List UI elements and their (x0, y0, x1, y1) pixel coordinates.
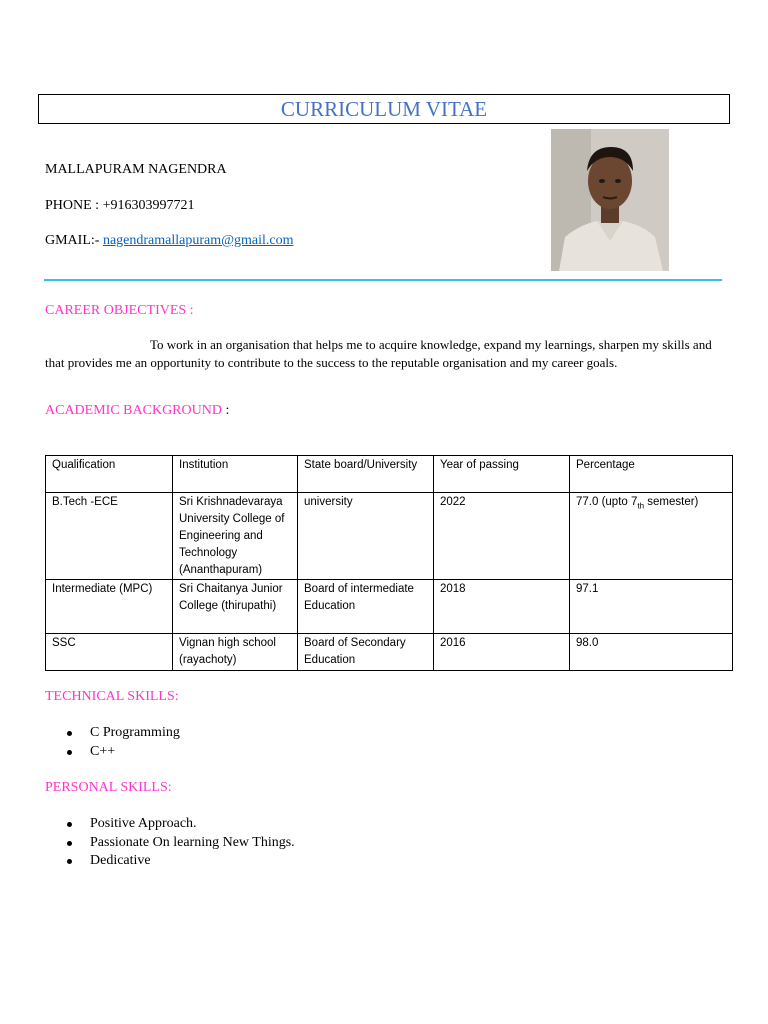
list-item (45, 815, 295, 834)
career-objectives-text (45, 336, 725, 372)
table-cell: university (298, 493, 434, 580)
bullet-icon (67, 731, 72, 736)
cv-title: CURRICULUM VITAE (38, 94, 730, 124)
header-qualification: Qualification (46, 456, 173, 493)
list-item (45, 852, 295, 871)
personal-skills-list (45, 815, 295, 871)
bullet-icon (67, 822, 72, 827)
percentage-value: 77.0 (upto 7 (576, 496, 638, 508)
skill-label: C++ (90, 743, 116, 759)
personal-skills-heading: PERSONAL SKILLS: (45, 780, 172, 795)
table-cell: SSC (46, 634, 173, 671)
candidate-name: MALLAPURAM NAGENDRA (45, 162, 227, 177)
bullet-icon (67, 750, 72, 755)
ordinal-suffix: th (637, 501, 645, 511)
header-board: State board/University (298, 456, 434, 493)
table-cell: 2022 (434, 493, 570, 580)
skill-label: Passionate On learning New Things. (90, 834, 295, 850)
skill-label: C Programming (90, 725, 180, 740)
career-objectives-heading: CAREER OBJECTIVES : (45, 303, 194, 318)
table-cell: 97.1 (570, 580, 733, 634)
table-row (46, 580, 733, 634)
phone-line (45, 197, 194, 214)
table-header-row (46, 456, 733, 493)
technical-skills-list (45, 724, 180, 761)
academic-table (45, 455, 733, 671)
table-row (46, 634, 733, 671)
percentage-suffix: semester) (644, 496, 699, 508)
table-cell: Sri Chaitanya Junior College (thirupathi) (173, 580, 298, 634)
skill-label: Positive Approach. (90, 816, 197, 831)
table-cell: 98.0 (570, 634, 733, 671)
table-cell: 2016 (434, 634, 570, 671)
phone-number: +916303997721 (102, 198, 195, 213)
table-cell: Sri Krishnadevaraya University College of Engineering and Technology (Ananthapuram) (173, 493, 298, 580)
list-item (45, 834, 295, 853)
email-line (45, 232, 293, 249)
table-row (46, 493, 733, 580)
header-year: Year of passing (434, 456, 570, 493)
skill-label: Dedicative (90, 853, 151, 868)
academic-heading-colon: : (221, 403, 230, 418)
table-cell: 2018 (434, 580, 570, 634)
table-cell: B.Tech -ECE (46, 493, 173, 580)
academic-heading-line (45, 402, 229, 419)
email-label: GMAIL:- (45, 233, 103, 248)
header-percentage: Percentage (570, 456, 733, 493)
list-item (45, 743, 180, 762)
profile-photo-image (551, 129, 669, 271)
email-link[interactable]: nagendramallapuram@gmail.com (102, 233, 294, 248)
table-cell: Vignan high school (rayachoty) (173, 634, 298, 671)
bullet-icon (67, 841, 72, 846)
academic-background-heading: ACADEMIC BACKGROUND (45, 403, 222, 418)
career-objectives-body: To work in an organisation that helps me to acquire knowledge, expand my learnings, sharpen my skills and that provides me an opportunity to contribute to the success to the reputable organisation and my career goals. (45, 337, 712, 370)
section-divider (44, 279, 722, 281)
profile-photo (551, 129, 669, 271)
list-item (45, 724, 180, 743)
table-cell: Board of intermediate Education (298, 580, 434, 634)
table-cell: Board of Secondary Education (298, 634, 434, 671)
table-cell (570, 493, 733, 580)
header-institution: Institution (173, 456, 298, 493)
technical-skills-heading: TECHNICAL SKILLS: (45, 689, 179, 704)
table-cell: Intermediate (MPC) (46, 580, 173, 634)
phone-label: PHONE : (45, 198, 103, 213)
bullet-icon (67, 859, 72, 864)
